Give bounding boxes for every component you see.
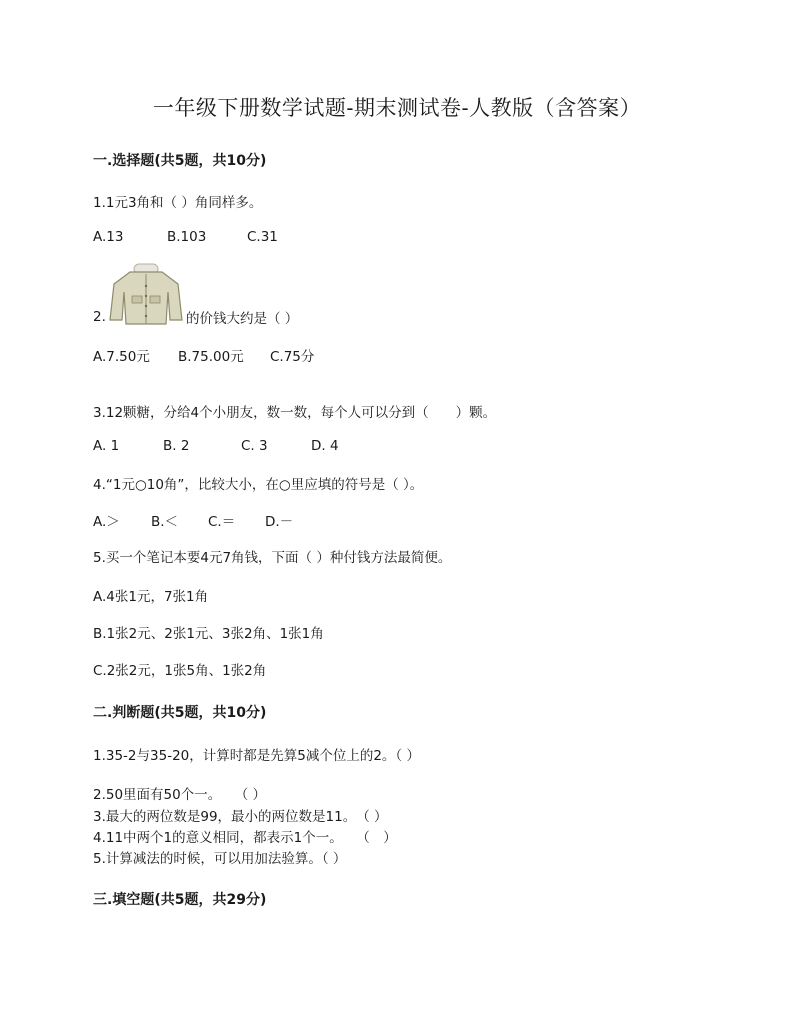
option: D. 4 [311,438,339,454]
judgement-item: 3.最大的两位数是99，最小的两位数是11。 （ ） [93,809,388,825]
section-heading-fill-blank: 三.填空题(共5题，共29分) [93,892,267,908]
question-1-options [93,229,278,245]
section-heading-judgement: 二.判断题(共5题，共10分) [93,705,267,721]
option: C.75分 [270,349,315,365]
page-title: 一年级下册数学试题-期末测试卷-人教版（含答案） [152,96,642,120]
question-2-options [93,345,314,365]
option: C.＝ [208,514,236,530]
option: A.7.50元 [93,349,150,365]
question-2-number: 2. [93,309,106,325]
option: B.＜ [151,514,179,530]
question-2: 的价钱大约是（ ） [186,311,299,327]
option: B. 2 [163,438,190,454]
question-5-option-a: A.4张1元，7张1角 [93,589,209,605]
question-5-option-c: C.2张2元，1张5角、1张2角 [93,663,267,679]
question-5: 5.买一个笔记本要4元7角钱，下面（ ）种付钱方法最简便。 [93,550,452,566]
option: B.103 [167,229,207,245]
option: C. 3 [241,438,268,454]
section-heading-choice: 一.选择题(共5题，共10分) [93,153,267,169]
question-1: 1.1元3角和（ ）角同样多。 [93,195,263,211]
option: A. 1 [93,438,120,454]
question-4: 4.“1元○10角”，比较大小，在○里应填的符号是（ ）。 [93,477,424,493]
question-3: 3.12颗糖，分给4个小朋友，数一数，每个人可以分到（ ）颗。 [93,405,497,421]
question-4-options [93,510,293,530]
option: B.75.00元 [178,349,244,365]
option: D.－ [265,514,294,530]
judgement-item: 1.35-2与35-20，计算时都是先算5减个位上的2。（ ） [93,748,420,764]
question-3-options [93,438,339,454]
judgement-item: 4.11中两个1的意义相同，都表示1个一。 （ ） [93,830,397,846]
option: A.13 [93,229,124,245]
judgement-item: 5.计算减法的时候，可以用加法验算。（ ） [93,851,347,867]
option: A.＞ [93,514,120,530]
question-5-option-b: B.1张2元、2张1元、3张2角、1张1角 [93,626,324,642]
option: C.31 [247,229,278,245]
jacket-illustration-icon [108,262,184,326]
judgement-item: 2.50里面有50个一。 （ ） [93,787,267,803]
